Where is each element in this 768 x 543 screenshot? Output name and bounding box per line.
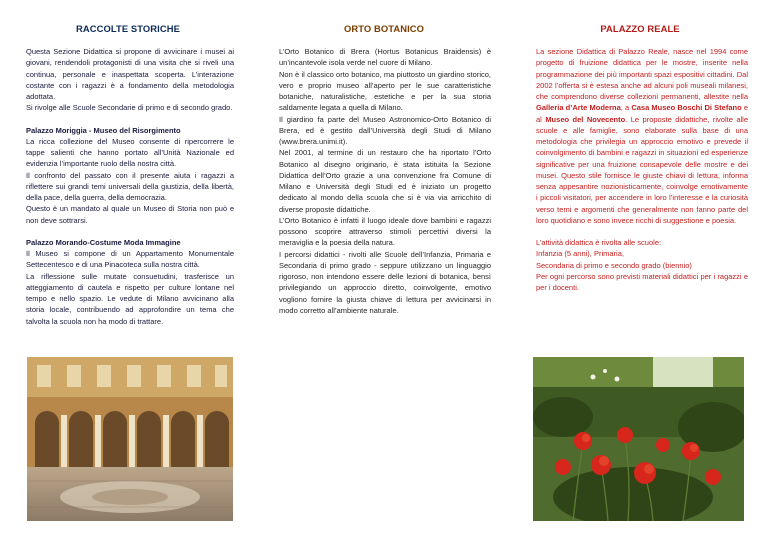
highlight-link-novecento: Museo del Novecento: [545, 114, 626, 124]
column-palazzo-reale: [512, 0, 768, 543]
subsection-heading: Palazzo Morando-Costume Moda Immagine: [26, 237, 181, 247]
paragraph: L’attività didattica è rivolta alle scuole:: [536, 238, 662, 247]
highlight-link-galleria: Galleria d’Arte Moderna: [536, 103, 621, 113]
text-run: e al: [536, 103, 748, 124]
paragraph: Il Museo si compone di un Appartamento Monumentale Settecentesco e di una Pinacoteca sulla nostra città.: [26, 249, 234, 270]
paragraph: L’Orto Botanico è infatti il luogo ideale dove bambini e ragazzi possono scoprire attraverso stimoli percettivi diversi la meraviglia e la poesia della natura.: [279, 215, 491, 248]
paragraph: Questa Sezione Didattica si propone di avvicinare i musei ai giovani, rendendoli protagonisti di una visita che si riveli una continua, personale e inaspettata scoperta. L’interazione costante con i ragazzi è a fondamento della metodologia adottata.: [26, 47, 234, 101]
paragraph: Infanzia (5 anni), Primaria,: [536, 249, 624, 259]
paragraph: Si rivolge alle Scuole Secondarie di primo e di secondo grado.: [26, 103, 233, 113]
paragraph: Nel 2001, al termine di un restauro che ha riportato l’Orto Botanico al disegno originario, è stata istituita la Sezione Didattica dell’Orto grazie a una convenzione fra Comune di Milano e Università degli Studi ed è iniziato un progetto dedicato al mondo della scuola che si è via via arricchito di diverse proposte didattiche.: [279, 148, 491, 214]
text-run: . Le proposte didattiche, rivolte alle scuole e alle famiglie, sono elaborate sulla base di una metodologia che privilegia un approccio emotivo e prevede il coinvolgimento di bambini e ragazzi in situazioni ed esperienze significative per una fruizione consapevole delle mostre e dei musei. Questo stile fornisce le giuste chiavi di lettura, informa senza appesantire nozionisticamente, coinvolge emotivamente i piccoli visitatori, per accendere in loro l’interesse e la curiosità verso temi e argomenti che generalmente non fanno parte del loro quotidiano e sono invece ricchi di suggestione e poesia.: [536, 114, 749, 225]
column-raccolte-storiche: [0, 0, 256, 543]
section-title: PALAZZO REALE: [600, 23, 680, 34]
highlight-link-casa-museo: Casa Museo Boschi Di Stefano: [631, 103, 742, 113]
paragraph: Il giardino fa parte del Museo Astronomico-Orto Botanico di Brera, ed è gestito dall’Università degli Studi di Milano (www.brera.unimi.it).: [279, 114, 491, 146]
paragraph: Il confronto del passato con il presente aiuta i ragazzi a riflettere sui grandi temi universali della giustizia, della libertà, della pace, della guerra, della democrazia.: [26, 170, 234, 202]
paragraph: L’Orto Botanico di Brera (Hortus Botanicus Braidensis) è un’incantevole isola verde nel cuore di Milano.: [279, 47, 491, 68]
column-orto-botanico: [256, 0, 512, 543]
courtyard-photo: [27, 357, 233, 521]
paragraph: La riflessione sulle mutate consuetudini, trasferisce un atteggiamento di cautela e rispetto per culture lontane nel tempo e nello spazio. Le vedute di Milano avvicinano alla storia locale, contribuendo ad approfondire un tema che talvolta la scuola non ha modo di trattare.: [26, 271, 234, 326]
section-body: [279, 46, 491, 316]
paragraph: [536, 46, 748, 226]
section-body: [536, 46, 748, 293]
paragraph: La ricca collezione del Museo consente di ripercorrere le tappe salienti che hanno portato all’Unità Nazionale ed evidenzia l’importante ruolo della nostra città.: [26, 136, 234, 169]
paragraph: Non è il classico orto botanico, ma piuttosto un giardino storico, vero e proprio museo all’aperto per le sue caratteristiche botaniche, naturalistiche, estetiche e per la sua storia saldamente legata a quella di Milano.: [279, 69, 491, 113]
section-body: [26, 46, 234, 327]
text-run: , a: [620, 103, 632, 113]
section-title: ORTO BOTANICO: [343, 23, 425, 34]
paragraph: Secondaria di primo e secondo grado (biennio): [536, 260, 692, 270]
subsection-heading: Palazzo Moriggia - Museo del Risorgimento: [26, 125, 181, 135]
text-run: La sezione Didattica di Palazzo Reale, nasce nel 1994 come progetto di fruizione didattica per le mostre, inserite nella programmazione dei più importanti spazi espositivi cittadini. Dal 2002 l’offerta si è estesa anche ad alcuni poli museali milanesi, che comprendono diverse collezioni permanenti, allestite nella: [536, 47, 748, 101]
paragraph: Per ogni percorso sono previsti materiali didattici per i ragazzi e per i docenti.: [536, 271, 748, 292]
paragraph: Questo è un mandato al quale un Museo di Storia non può e non deve sottrarsi.: [26, 204, 234, 225]
paragraph: I percorsi didattici - rivolti alle Scuole dell’Infanzia, Primaria e Secondaria di primo grado - seppure utilizzano un linguaggio rigoroso, non intendono essere delle lezioni di botanica, bensì privilegiando un approccio diretto, coinvolgente, emotivo vogliono fornire la giusta chiave di lettura per avvicinarsi in modo corretto all’ambiente naturale.: [279, 249, 491, 315]
section-title: RACCOLTE STORICHE: [76, 23, 180, 34]
